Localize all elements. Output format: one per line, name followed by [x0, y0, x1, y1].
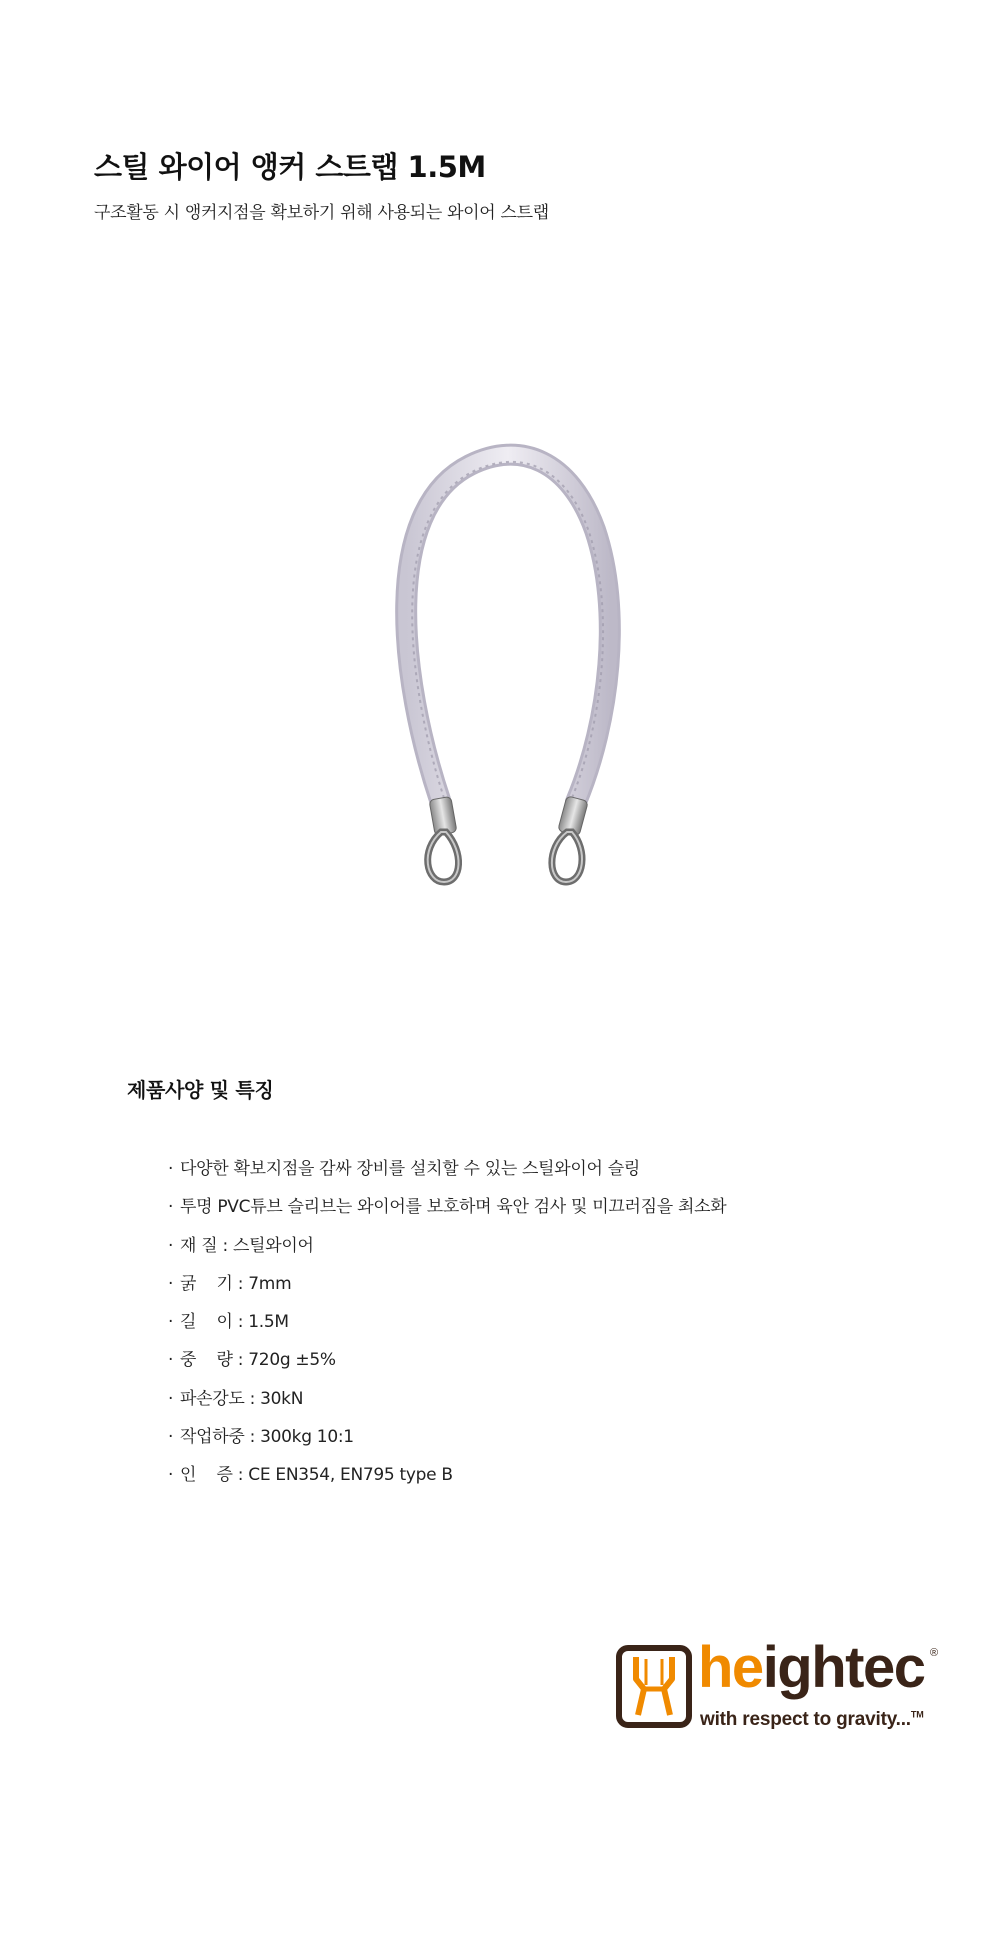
spec-item — [168, 1460, 726, 1498]
spec-item — [168, 1269, 726, 1307]
registered-mark: ® — [930, 1647, 939, 1659]
spec-item — [168, 1192, 726, 1230]
bullet: · — [168, 1197, 174, 1218]
harness-logo-icon — [616, 1645, 692, 1728]
trademark-mark: TM — [910, 1709, 924, 1720]
spec-text: 파손강도 : 30kN — [180, 1388, 304, 1409]
spec-text: 길 이 : 1.5M — [180, 1312, 289, 1333]
bullet: · — [168, 1350, 174, 1371]
spec-item — [168, 1307, 726, 1345]
bullet: · — [168, 1465, 174, 1486]
wire-strap-image — [340, 420, 660, 900]
bullet: · — [168, 1159, 174, 1179]
brand-name-rest: ightec — [762, 1635, 925, 1700]
bullet: · — [168, 1427, 174, 1448]
spec-list — [168, 1154, 726, 1499]
tagline-text: with respect to gravity... — [700, 1709, 911, 1730]
brand-tagline — [700, 1709, 924, 1731]
bullet: · — [168, 1235, 174, 1256]
spec-text: 인 증 : CE EN354, EN795 type B — [180, 1465, 453, 1486]
spec-text: 투명 PVC튜브 슬리브는 와이어를 보호하며 육안 검사 및 미끄러짐을 최소화 — [180, 1197, 727, 1218]
spec-item — [168, 1231, 726, 1269]
spec-item — [168, 1384, 726, 1422]
spec-text: 재 질 : 스틸와이어 — [180, 1235, 314, 1256]
brand-name-highlight: he — [698, 1635, 763, 1700]
heightec-logo — [616, 1635, 942, 1735]
bullet: · — [168, 1273, 174, 1294]
spec-text: 작업하중 : 300kg 10:1 — [180, 1427, 354, 1448]
bullet: · — [168, 1312, 174, 1333]
spec-item — [168, 1422, 726, 1460]
spec-item — [168, 1345, 726, 1383]
spec-item — [168, 1154, 726, 1192]
specs-heading: 제품사양 및 특징 — [127, 1078, 274, 1102]
bullet: · — [168, 1388, 174, 1409]
spec-text: 다양한 확보지점을 감싸 장비를 설치할 수 있는 스틸와이어 슬링 — [180, 1159, 641, 1179]
page-title: 스틸 와이어 앵커 스트랩 1.5M — [94, 150, 486, 184]
spec-text: 중 량 : 720g ±5% — [180, 1350, 336, 1371]
spec-text: 굵 기 : 7mm — [180, 1273, 292, 1294]
brand-wordmark — [698, 1635, 925, 1700]
page-subtitle: 구조활동 시 앵커지점을 확보하기 위해 사용되는 와이어 스트랩 — [94, 203, 549, 223]
